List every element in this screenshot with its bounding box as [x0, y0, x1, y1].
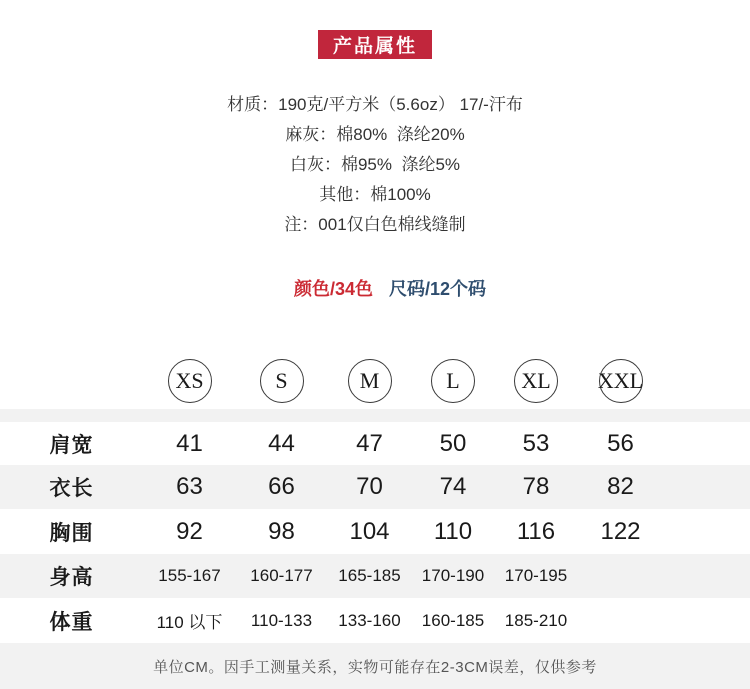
color-count-label: 颜色/34色	[293, 279, 373, 299]
table-row-shoulder-width	[0, 422, 750, 465]
size-badges-row	[0, 353, 663, 409]
size-count-label: 尺码/12个码	[389, 279, 487, 299]
table-cell: 110 以下	[156, 613, 223, 632]
table-cell: 160-177	[250, 566, 313, 585]
table-cell: 74	[439, 473, 467, 500]
product-info-block	[0, 90, 750, 339]
size-badge-s: S	[260, 359, 304, 403]
product-attributes-panel	[0, 30, 750, 676]
table-cell: 53	[522, 429, 550, 457]
row-label: 体重	[49, 610, 94, 634]
note-line: 注：001仅白色棉线缝制	[284, 215, 466, 234]
material-line: 材质：190克/平方米（5.6oz） 17/-汗布	[227, 95, 523, 114]
table-top-divider	[0, 409, 750, 422]
table-cell: 41	[176, 429, 203, 457]
table-cell: 170-190	[421, 566, 485, 585]
table-cell: 133-160	[338, 610, 401, 630]
table-cell: 50	[439, 429, 467, 457]
table-row-garment-length	[0, 465, 750, 509]
section-title: 产品属性	[332, 36, 417, 57]
fabric-line-other: 其他：棉100%	[319, 185, 431, 204]
table-cell: 110	[433, 517, 473, 545]
table-cell: 155-167	[158, 566, 221, 585]
table-cell: 98	[268, 517, 295, 545]
table-row-weight	[0, 598, 750, 643]
table-cell: 82	[607, 473, 634, 500]
size-badge-l: L	[431, 359, 475, 403]
table-cell: 44	[268, 429, 295, 457]
table-cell: 104	[349, 517, 390, 545]
measurement-disclaimer-text: 单位CM。因手工测量关系，实物可能存在2-3CM误差，仅供参考	[153, 658, 597, 676]
section-header-badge	[318, 30, 432, 59]
table-cell: 122	[600, 517, 641, 545]
size-badge-xxl: XXL	[599, 359, 643, 403]
fabric-line-hemp-gray: 麻灰：棉80% 涤纶20%	[285, 125, 465, 144]
table-row-height	[0, 554, 750, 598]
table-cell: 47	[356, 429, 383, 457]
table-cell: 185-210	[504, 610, 568, 630]
table-row-chest	[0, 509, 750, 554]
table-cell: 92	[176, 517, 203, 545]
row-label: 身高	[49, 566, 94, 589]
table-cell: 110-133	[250, 610, 313, 630]
table-cell: 170-195	[504, 566, 568, 585]
table-cell: 78	[522, 473, 550, 500]
table-cell: 116	[516, 517, 556, 545]
row-label: 胸围	[49, 521, 94, 545]
table-cell: 66	[268, 473, 295, 500]
table-cell: 70	[356, 473, 383, 500]
measurement-disclaimer-band	[0, 643, 750, 689]
table-cell: 63	[176, 473, 203, 500]
size-badge-xl: XL	[514, 359, 558, 403]
row-label: 肩宽	[49, 433, 94, 457]
table-cell: 56	[607, 429, 634, 457]
size-badge-m: M	[348, 359, 392, 403]
variant-counts-line	[0, 240, 750, 339]
row-label: 衣长	[49, 477, 94, 500]
table-cell: 165-185	[338, 566, 401, 585]
table-cell: 160-185	[421, 610, 485, 630]
size-badge-xs: XS	[168, 359, 212, 403]
fabric-line-white-gray: 白灰：棉95% 涤纶5%	[289, 155, 461, 174]
